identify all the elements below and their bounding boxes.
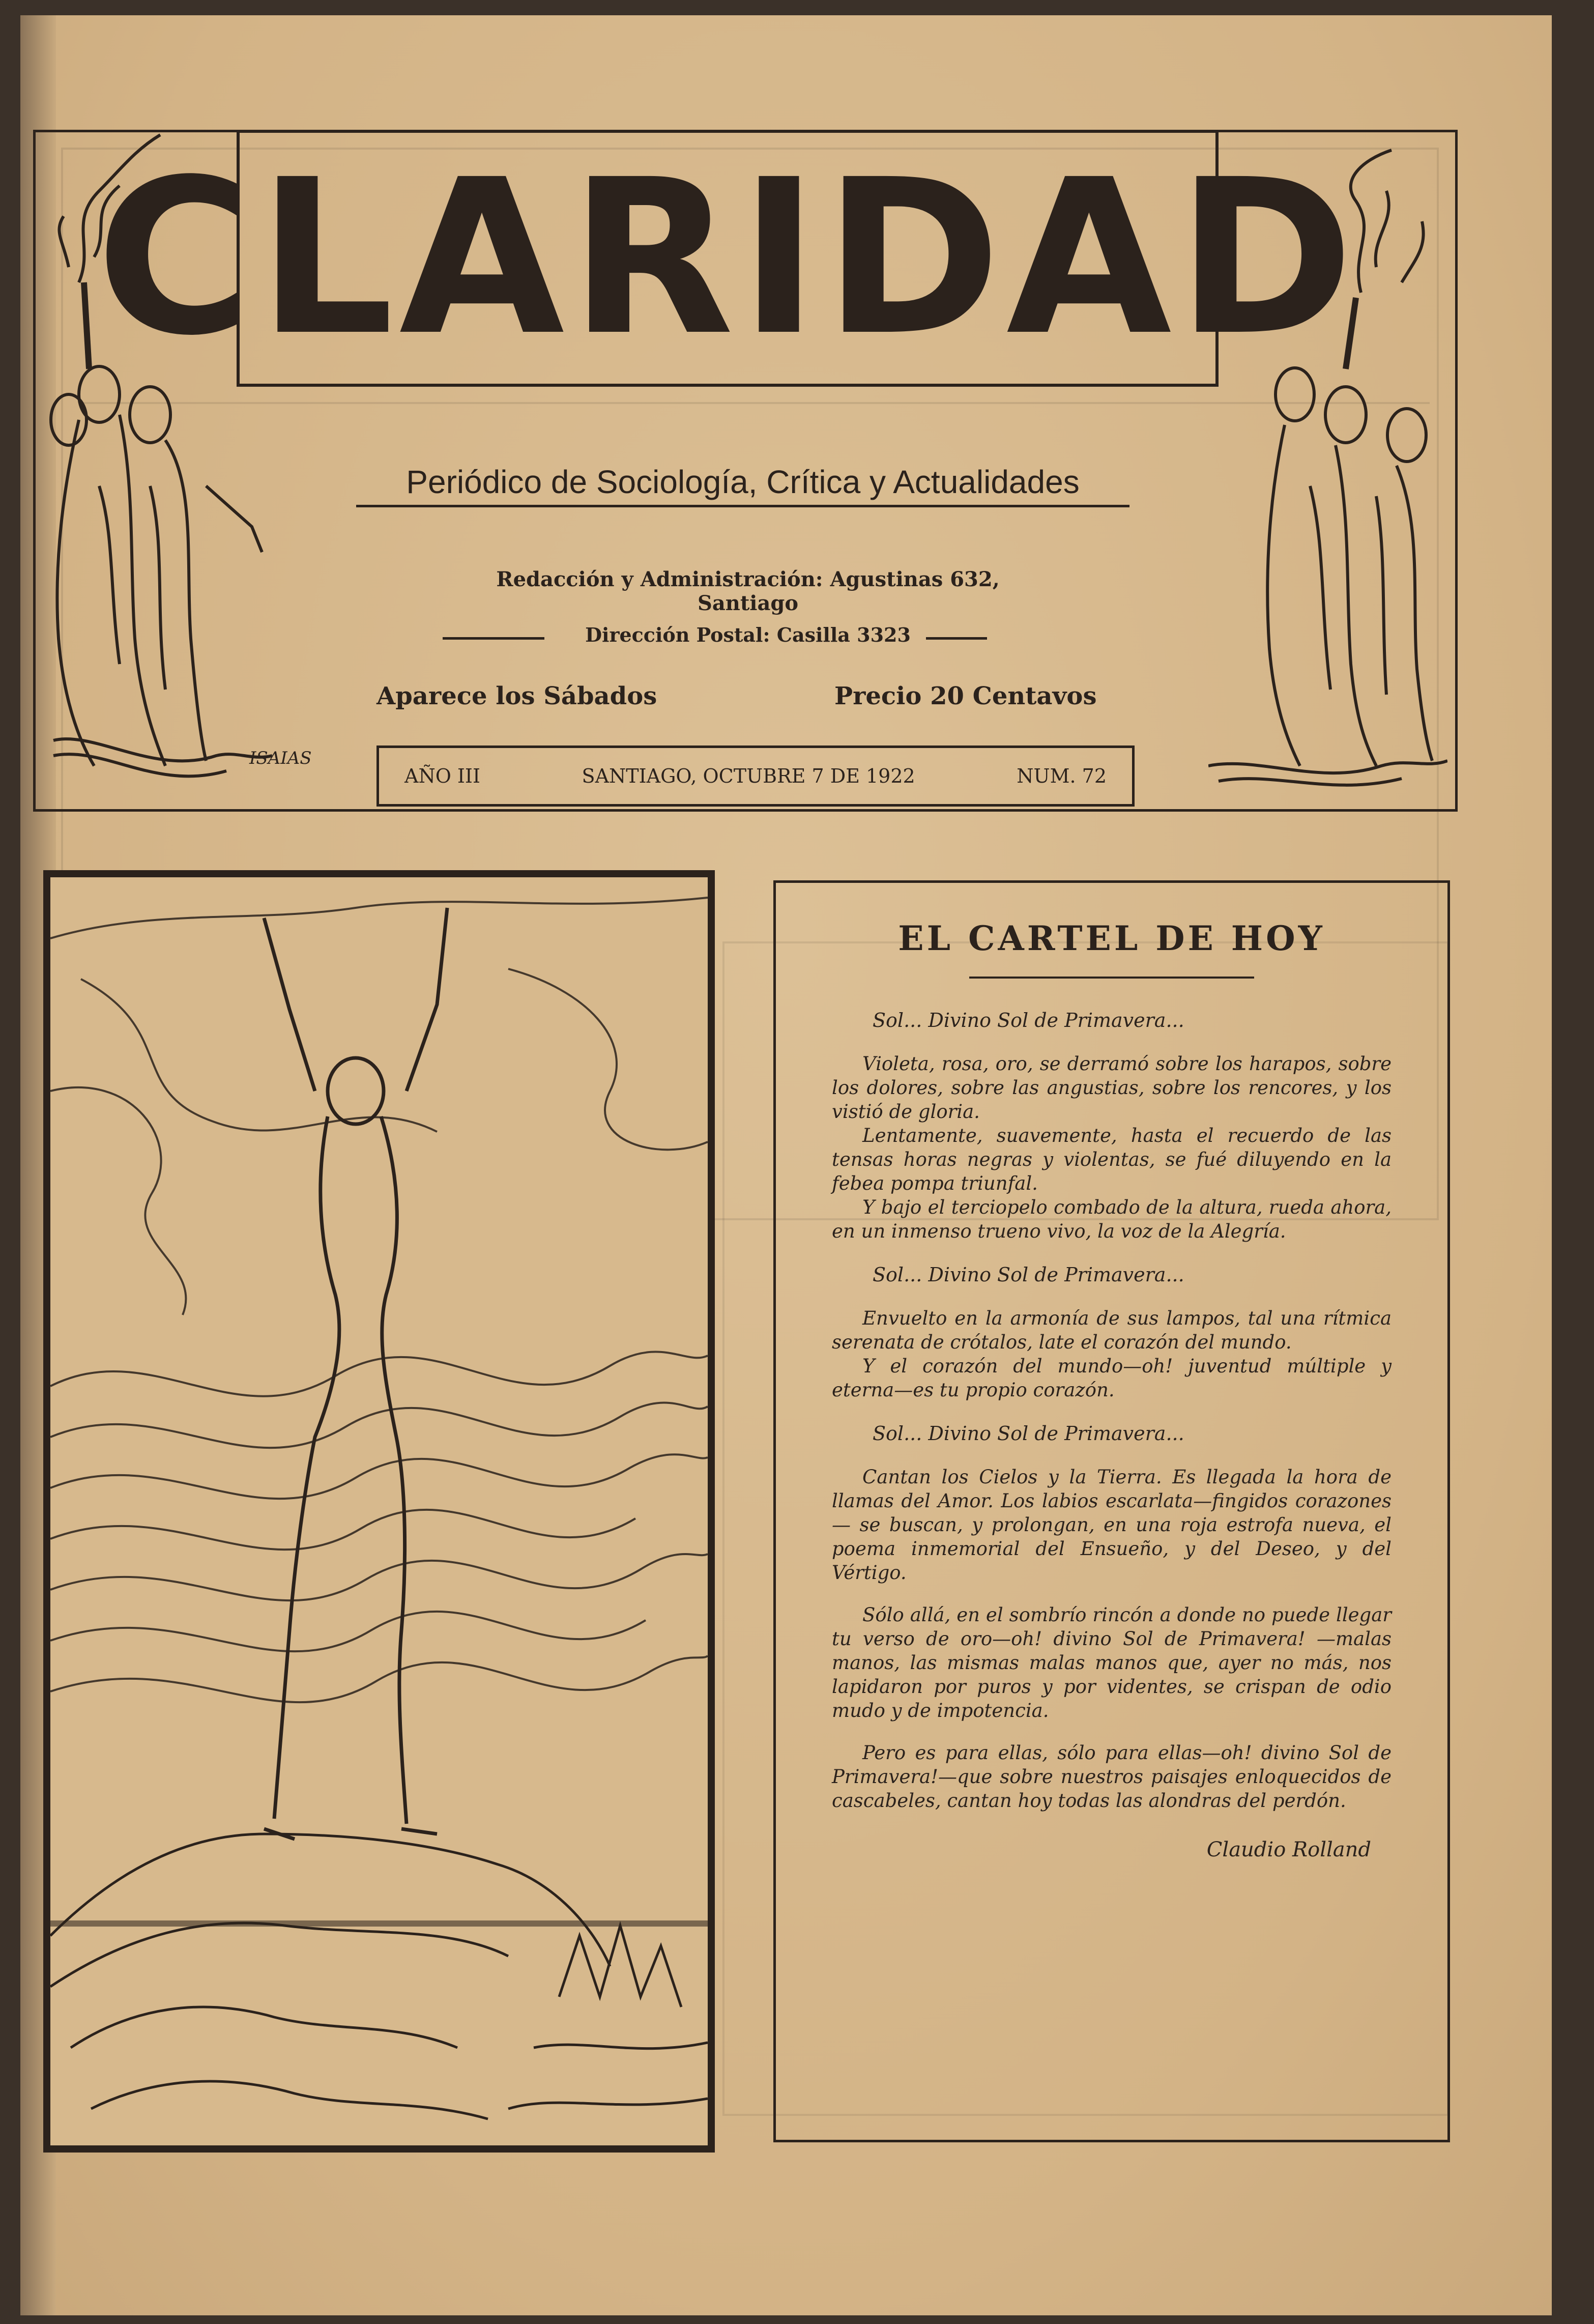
refrain-1: Sol... Divino Sol de Primavera... [873,1009,1184,1031]
title-underline [969,977,1254,979]
paragraph-1: Violeta, rosa, oro, se derramó sobre los harapos, sobre los dolores, sobre las angustias, sobre los rencores, y los vistió de gloria. [832,1053,1392,1123]
paragraph-6: Cantan los Cielos y la Tierra. Es llegada la hora de llamas del Amor. Los labios escarlata—fingidos corazones— se buscan, y prolongan, en una roja estrofa nueva, el poema inmemorial del Ensueño, y del Deseo, y del Vértigo. [832,1466,1392,1584]
title-box [96,130,1359,387]
spacer [832,1723,1392,1741]
article-title: EL CARTEL DE HOY [898,919,1325,958]
refrain-3: Sol... Divino Sol de Primavera... [873,1422,1184,1445]
newspaper-subtitle: Periódico de Sociología, Crítica y Actualidades [356,463,1129,507]
paragraph-8: Pero es para ellas, sólo para ellas—oh! divino Sol de Primavera!—que sobre nuestros paisajes enloquecidos de cascabeles, cantan hoy todas las alondras del perdón. [832,1742,1392,1812]
paragraph-3: Y bajo el terciopelo combado de la altura, rueda ahora, en un inmenso trueno vivo, la voz de la Alegría. [832,1196,1392,1242]
date-label: SANTIAGO, OCTUBRE 7 DE 1922 [582,765,915,787]
direccion-postal: Dirección Postal: Casilla 3323 [585,623,911,646]
paragraph-4: Envuelto en la armonía de sus lampos, tal una rítmica serenata de crótalos, late el corazón del mundo. [832,1307,1392,1353]
spacer [832,1585,1392,1603]
redaccion-address: Redacción y Administración: Agustinas 632, Santiago [496,567,1000,615]
article-el-cartel-de-hoy [773,880,1450,2142]
nude-figure-on-rock-engraving [50,877,708,2145]
paragraph-5: Y el corazón del mundo—oh! juventud múltiple y eterna—es tu propio corazón. [832,1355,1392,1401]
price: Precio 20 Centavos [834,682,1097,710]
newspaper-title: CLARIDAD [96,133,1359,383]
refrain-2: Sol... Divino Sol de Primavera... [873,1264,1184,1286]
issue-number: NUM. 72 [1017,765,1107,787]
engraving-illustration [43,870,715,2153]
article-author: Claudio Rolland [1206,1838,1371,1861]
dateline [376,745,1135,807]
year-label: AÑO III [404,765,480,787]
publication-day: Aparece los Sábados [376,682,657,710]
newspaper-page [20,15,1552,2315]
illustrator-signature: ISAIAS [249,748,312,768]
direccion-rule-right [926,637,987,640]
paragraph-2: Lentamente, suavemente, hasta el recuerdo de las tensas horas negras y violentas, se fué diluyendo en la febea pompa triunfal. [832,1125,1392,1194]
paragraph-7: Sólo allá, en el sombrío rincón a donde no puede llegar tu verso de oro—oh! divino Sol de Primavera! —malas manos, las mismas malas manos que, ayer no más, nos lapidaron por puros y por videntes, se crispan de odio mudo y de impotencia. [832,1604,1392,1722]
